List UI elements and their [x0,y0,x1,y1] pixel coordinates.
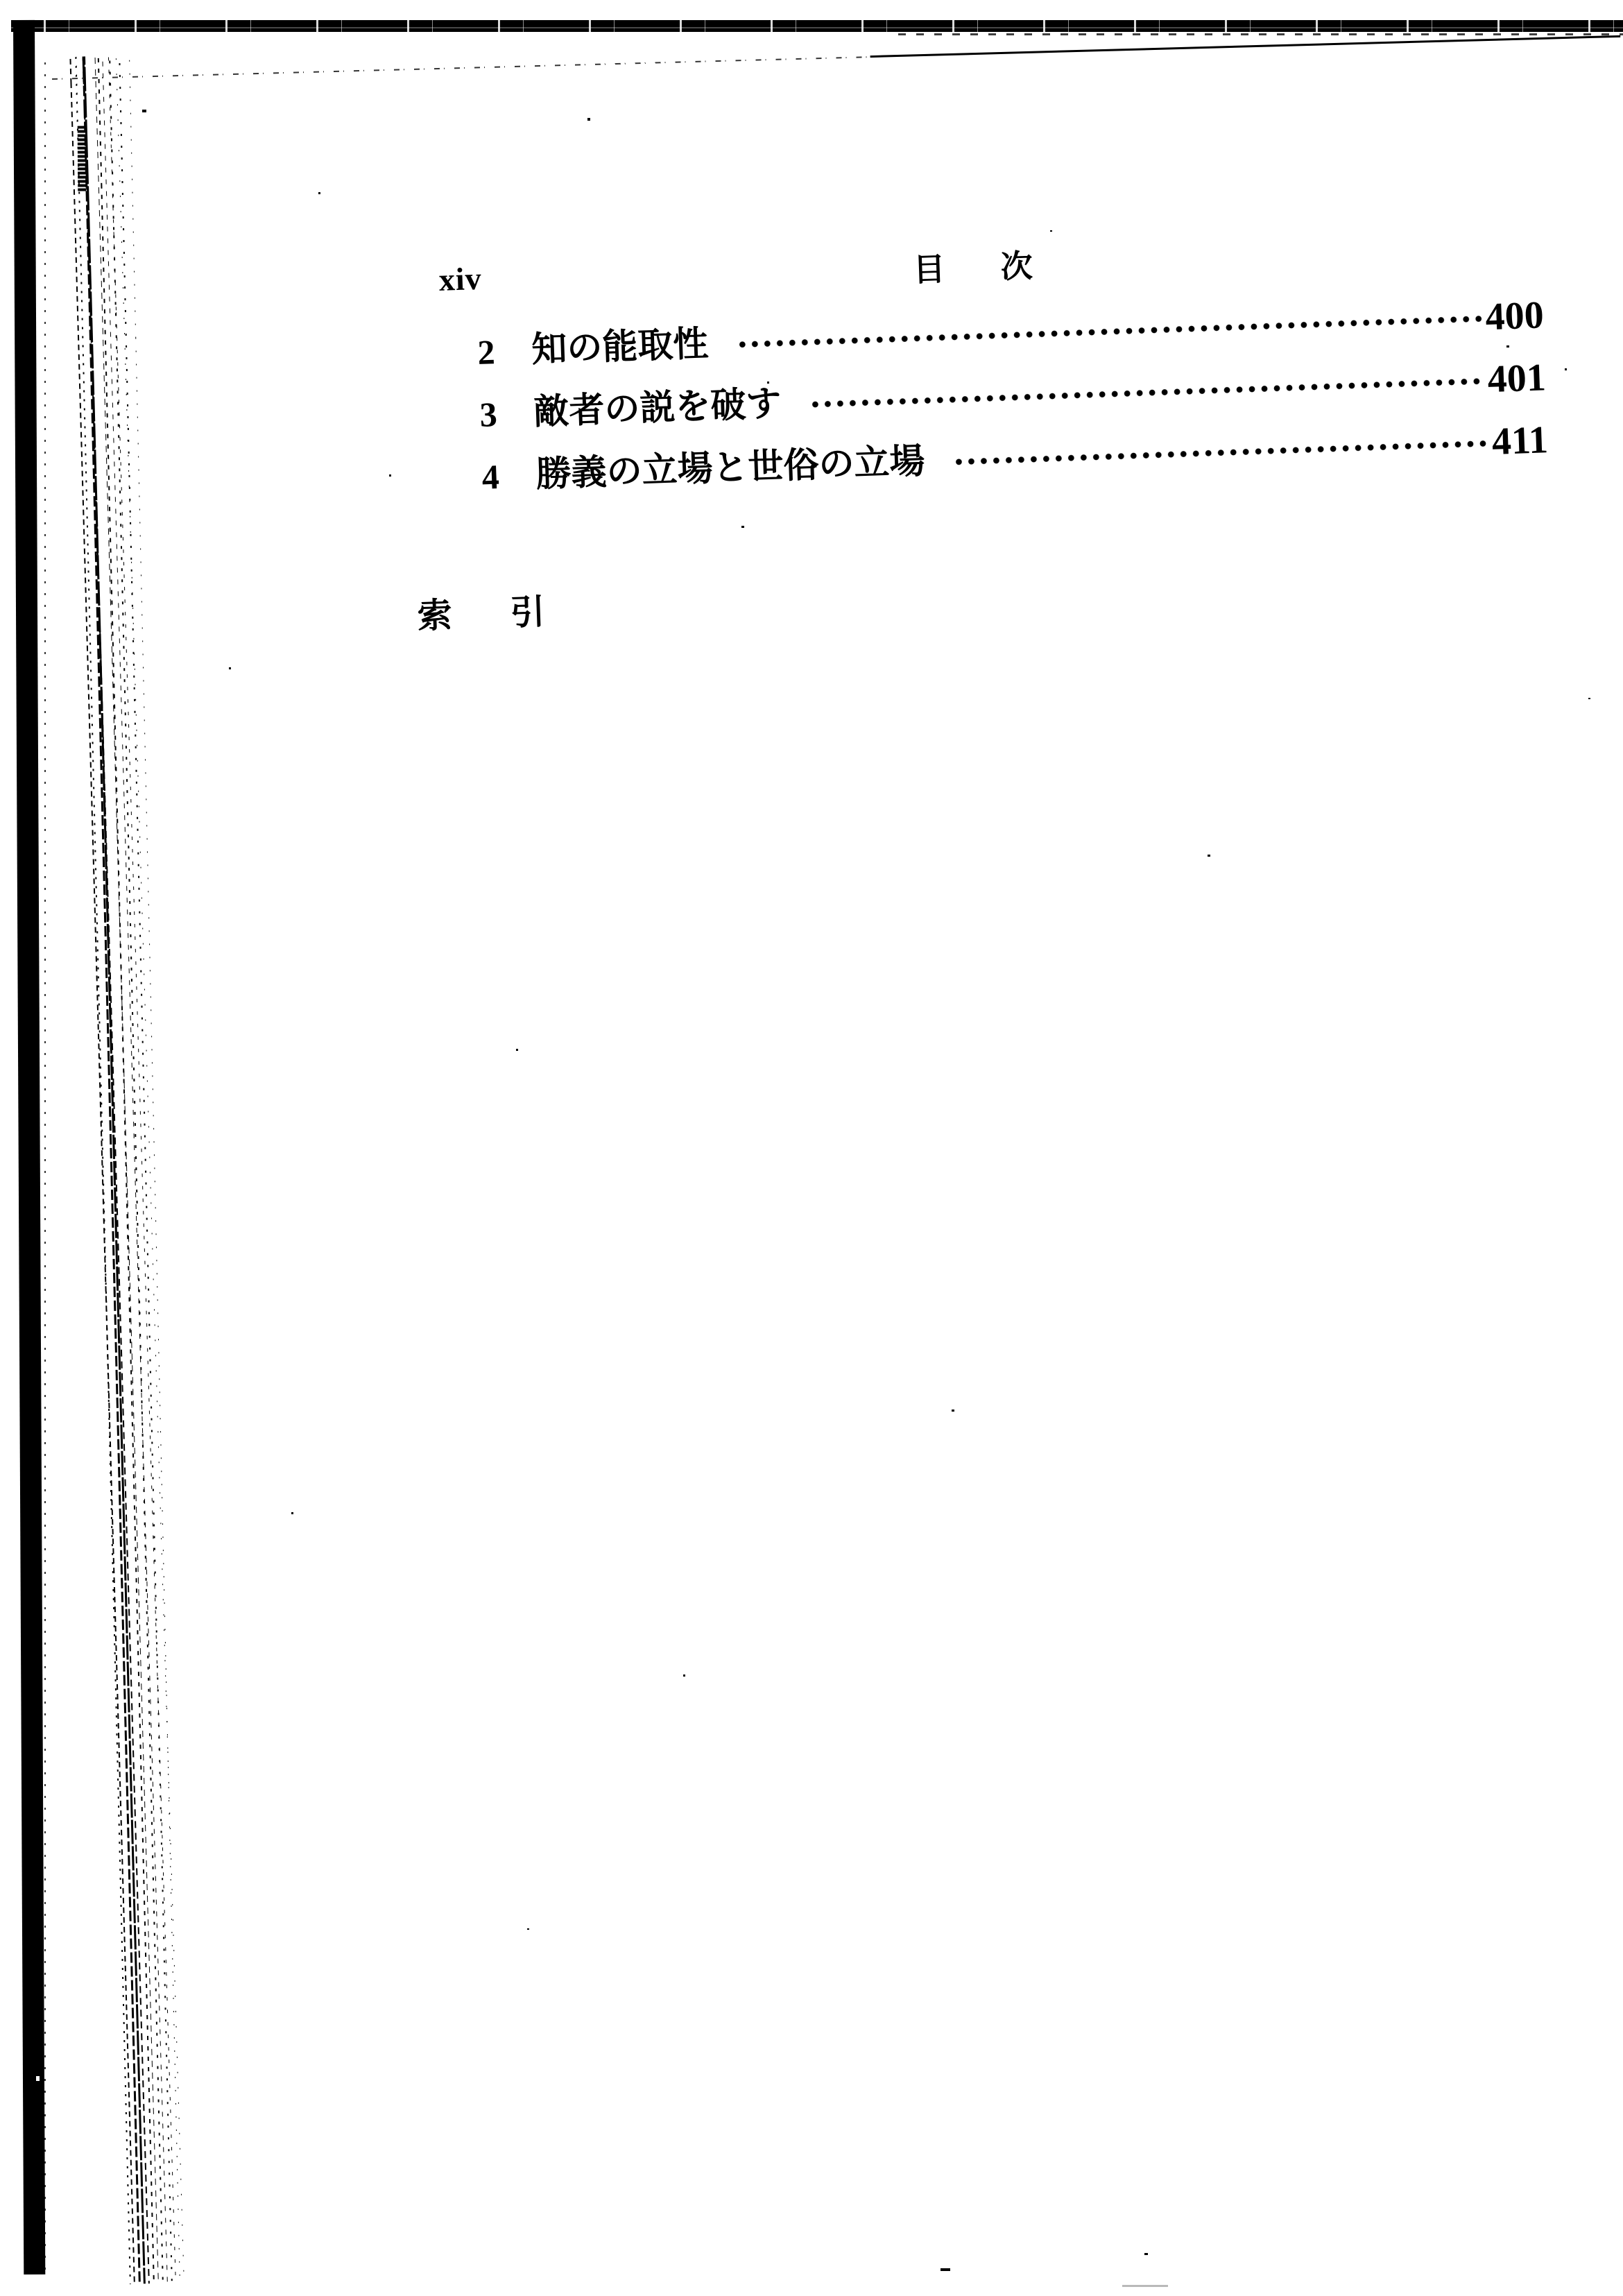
dot-leader [812,377,1485,409]
page-edge-stripe [108,55,176,2283]
scan-top-black-bar [11,20,1623,32]
toc-entry-title: 敵者の説を破す [533,384,782,432]
page-edge-stray-line [44,62,46,2279]
scan-speck [516,1049,518,1051]
scan-speck [318,192,320,194]
toc-entry-page-number: 411 [1491,418,1549,464]
toc-entry-number: 2 [476,332,496,372]
scan-speck [1208,855,1210,857]
scan-speck [1565,368,1567,370]
scan-speck [952,1410,954,1412]
toc-entry-number: 4 [481,457,500,497]
toc-heading: 目次 [912,246,1089,288]
dot-leader [955,439,1487,466]
toc-entry-page-number: 400 [1484,293,1545,339]
toc-entry-title: 知の能取性 [531,324,710,370]
page-top-edge-line-dashed-segment [52,56,870,80]
folio-page-number: xiv [438,260,483,298]
scan-speck [941,2268,950,2271]
book-page-edges-band [69,55,185,2284]
scan-speck [1588,698,1590,699]
scan-speck [683,1674,685,1677]
scan-speck [527,1928,529,1930]
scan-speck [1050,230,1052,232]
page-top-edge-line [52,35,1620,80]
toc-entry-title: 勝義の立場と世俗の立場 [535,442,926,495]
scan-speck [389,474,391,477]
index-heading: 索引 [416,590,604,636]
scan-speck [36,2076,40,2081]
toc-entry-page-number: 401 [1486,356,1547,402]
scan-speck [1144,2253,1148,2255]
toc-entry-number: 3 [479,395,498,434]
page-top-edge-line-solid-segment [870,35,1621,58]
scan-dashed-artifact-line [898,33,1623,35]
scan-speck [142,110,146,112]
scan-speck [229,667,231,669]
dot-leader [739,314,1483,348]
scan-speck [291,1512,293,1514]
scan-speck [587,118,590,121]
page-edge-stripe [83,56,150,2284]
scan-left-black-bar [13,20,45,2274]
scan-speck [1122,2285,1168,2287]
toc-content [416,224,1557,748]
